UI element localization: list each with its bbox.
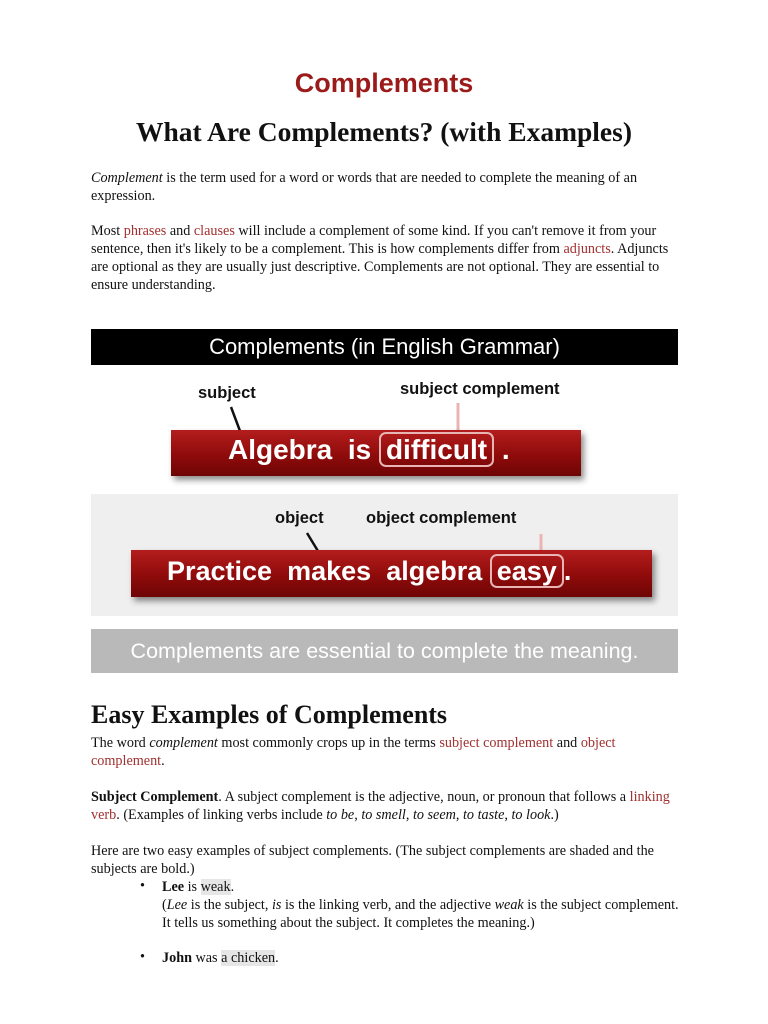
label-object: object [275,509,324,527]
bullet-glyph: • [140,949,145,965]
word: Algebra [228,434,333,465]
text-segment: . (Examples of linking verbs include [116,807,327,823]
emphasis: to smell [361,807,406,823]
infographic-footer: Complements are essential to complete the meaning. [91,629,678,673]
link-subject-complement[interactable]: subject complement [439,735,554,751]
word: is [347,434,372,465]
text-segment: .) [550,807,559,823]
link-object-complement[interactable]: object complement [91,735,616,769]
page-title: What Are Complements? (with Examples) [136,116,632,147]
site-brand: Complements [294,68,474,98]
word: Practice [167,556,273,586]
text-segment: is [184,879,201,895]
emphasis: Lee [166,897,188,913]
text-segment: was [191,950,222,966]
highlighted-complement: difficult [379,432,494,467]
example2-sentence [167,556,571,587]
text-segment: The word [91,735,150,751]
text-segment: . [275,950,279,966]
word: . [563,556,572,586]
text-segment: is the subject, [187,897,272,913]
text-segment: is the linking verb, and the adjective [281,897,495,913]
emphasis: to be [326,807,355,823]
text-segment: most commonly crops up in the terms [217,735,440,751]
example1-bar [171,430,581,476]
text-segment: . [230,879,235,895]
text-segment: Most [91,223,124,239]
complements-infographic [91,329,678,673]
text-segment: . Adjuncts are optional as they are usually just descriptive. Complements are not optional. They are essential to ensure understanding. [91,241,669,293]
terms-paragraph [91,734,683,770]
text-segment: and [553,735,581,751]
link-clauses[interactable]: clauses [193,223,235,239]
text-segment: . [161,753,165,769]
text-segment: , [455,807,463,823]
link-adjuncts[interactable]: adjuncts [563,241,611,257]
text-segment: ( [162,897,167,913]
label-object-complement: object complement [366,509,517,527]
intro-text: is the term used for a word or words that are needed to complete the meaning of an expression. [91,170,638,204]
example2-bar [131,550,652,597]
intro-term: Complement [91,170,163,186]
shaded-complement: weak [200,879,231,895]
text-segment: and [166,223,194,239]
text-segment: will include a complement of some kind. If you can't remove it from your sentence, then it's likely to be a complement. This is how complements differ from [91,223,657,257]
word: algebra [386,556,483,586]
highlighted-complement: easy [490,554,564,588]
text-segment: . A subject complement is the adjective, noun, or pronoun that follows a [218,789,630,805]
section-heading: Easy Examples of Complements [91,700,448,729]
word: makes [287,556,372,586]
text-segment: is the subject complement. It tells us something about the subject. It completes the meaning.) [162,897,679,931]
emphasis: is [271,897,282,913]
emphasis: to seem [412,807,456,823]
label-subject: subject [198,384,256,402]
term-heading: Subject Complement [91,789,219,805]
bold-subject: John [162,950,192,966]
word: . [501,434,510,465]
infographic-title: Complements (in English Grammar) [91,329,678,365]
link-linking-verb[interactable]: linking verb [91,789,670,823]
text-segment: , [354,807,362,823]
bullet-item [162,878,682,932]
label-subject-complement: subject complement [400,380,560,398]
examples-intro-paragraph: Here are two easy examples of subject complements. (The subject complements are shaded and the subjects are bold.) [91,843,654,877]
emphasis: to look [511,807,551,823]
link-phrases[interactable]: phrases [123,223,167,239]
subject-complement-paragraph [91,788,683,824]
shaded-complement: a chicken [221,950,276,966]
bullet-glyph: • [140,878,145,894]
bold-subject: Lee [162,879,185,895]
differences-paragraph [91,222,683,294]
example2-panel [91,494,678,616]
emphasis: to taste [462,807,505,823]
text-segment: , [405,807,413,823]
emphasis: complement [149,735,218,751]
intro-paragraph [91,169,683,205]
text-segment: , [504,807,512,823]
bullet-item [162,949,682,967]
emphasis: weak [494,897,524,913]
example1-sentence [228,434,510,466]
